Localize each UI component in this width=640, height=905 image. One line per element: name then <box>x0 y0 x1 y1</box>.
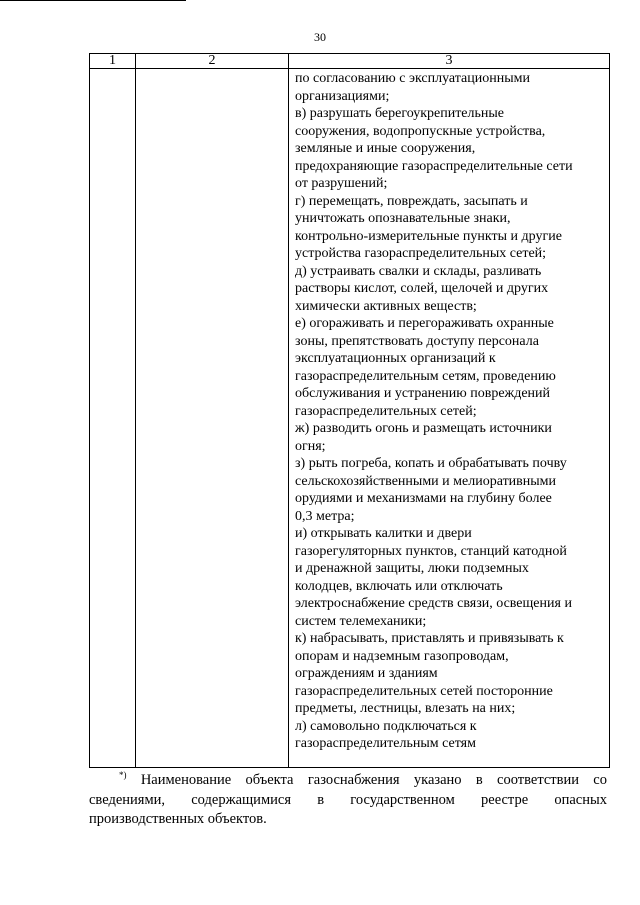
regulation-table <box>89 53 610 768</box>
text-line: ж) разводить огонь и размещать источники <box>295 421 552 436</box>
top-rule <box>0 0 186 1</box>
text-line: зоны, препятствовать доступу персонала <box>295 333 539 349</box>
text-line: растворы кислот, солей, щелочей и других <box>295 281 549 296</box>
text-line: устройства газораспределительных сетей; <box>295 246 547 261</box>
text-line: и) открывать калитки и двери <box>295 526 472 541</box>
text-line: газорегуляторных пунктов, станций катодной <box>295 543 567 559</box>
text-line: сельскохозяйственными и мелиоративными <box>295 473 557 489</box>
text-line: по согласованию с эксплуатационными <box>295 71 530 86</box>
footnote-line: производственных объектов. <box>89 811 267 827</box>
text-line: з) рыть погреба, копать и обрабатывать почву <box>295 456 567 471</box>
text-line: ограждениям и зданиям <box>295 666 438 681</box>
table-cell-col3 <box>289 69 610 768</box>
column-header-2: 2 <box>136 54 289 69</box>
text-line: химически активных веществ; <box>295 298 477 314</box>
text-line: газораспределительных сетей посторонние <box>295 683 553 699</box>
footnote-text: Наименование объекта газоснабжения указано в соответствии со <box>140 772 607 788</box>
text-line: 0,3 метра; <box>295 508 355 524</box>
text-line: организациями; <box>295 88 390 104</box>
text-line: электроснабжение средств связи, освещения и <box>295 596 572 611</box>
text-line: л) самовольно подключаться к <box>295 718 477 734</box>
text-line: орудиями и механизмами на глубину более <box>295 491 552 506</box>
table-cell-col2 <box>136 69 289 768</box>
text-line: от разрушений; <box>295 176 388 191</box>
text-line: газораспределительным сетям <box>295 736 476 751</box>
text-line: е) огораживать и перегораживать охранные <box>295 316 554 331</box>
column-header-3: 3 <box>289 54 610 69</box>
text-line: обслуживания и устранению повреждений <box>295 386 551 401</box>
footnote-line: сведениями, содержащимися в государственном реестре опасных <box>89 791 607 808</box>
text-line: контрольно-измерительные пункты и другие <box>295 228 562 244</box>
footnote-marker: *) <box>119 770 127 781</box>
text-line: опорам и надземным газопроводам, <box>295 648 509 664</box>
text-line: уничтожать опознавательные знаки, <box>295 211 511 226</box>
text-line: колодцев, включать или отключать <box>295 578 503 594</box>
restrictions-text <box>289 69 609 753</box>
text-line: сооружения, водопропускные устройства, <box>295 123 546 139</box>
footnote-line <box>89 771 607 791</box>
footnote <box>89 771 607 830</box>
table-header-row <box>90 54 610 69</box>
table-row <box>90 69 610 768</box>
text-line: к) набрасывать, приставлять и привязывать к <box>295 631 564 646</box>
text-line: предметы, лестницы, влезать на них; <box>295 701 516 716</box>
text-line: газораспределительных сетей; <box>295 403 477 419</box>
text-line: д) устраивать свалки и склады, разливать <box>295 263 542 279</box>
text-line: в) разрушать берегоукрепительные <box>295 106 505 121</box>
text-line: г) перемещать, повреждать, засыпать и <box>295 193 528 209</box>
text-line: земляные и иные сооружения, <box>295 141 476 156</box>
text-line: предохраняющие газораспределительные сети <box>295 158 573 174</box>
page-number: 30 <box>314 30 326 44</box>
text-line: систем телемеханики; <box>295 613 427 629</box>
text-line: газораспределительным сетям, проведению <box>295 368 556 384</box>
text-line: и дренажной защиты, люки подземных <box>295 561 529 576</box>
text-line: эксплуатационных организаций к <box>295 351 496 366</box>
text-line: огня; <box>295 438 326 454</box>
table-cell-col1 <box>90 69 136 768</box>
column-header-1: 1 <box>90 54 136 69</box>
